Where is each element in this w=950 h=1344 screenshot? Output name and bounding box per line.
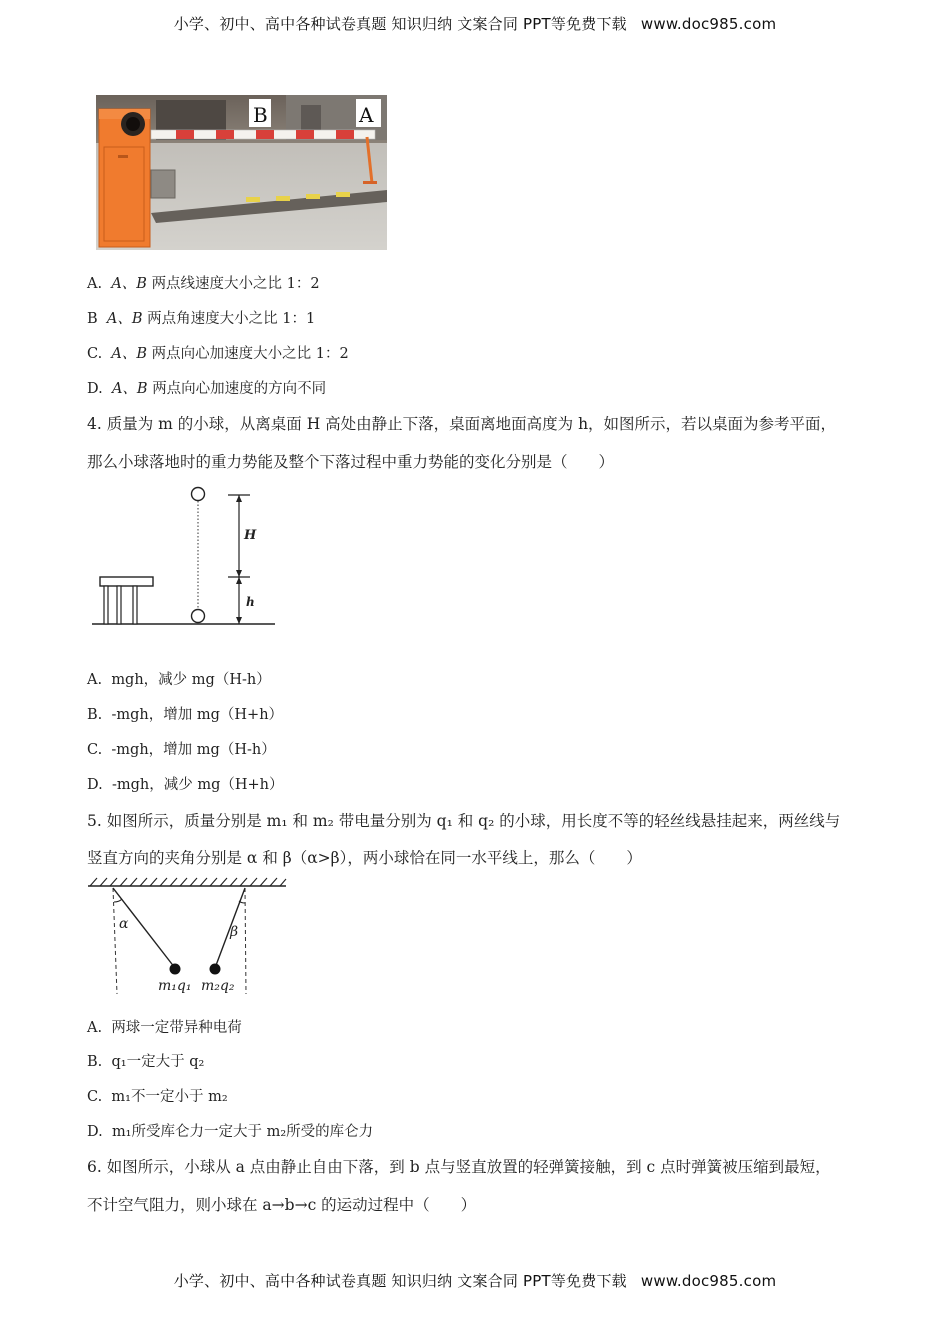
q3-option-b: B A、B 两点角速度大小之比 1：1 bbox=[87, 311, 316, 327]
footer-text: 小学、初中、高中各种试卷真题 知识归纳 文案合同 PPT等免费下载 bbox=[173, 1272, 627, 1290]
angle-beta: β bbox=[230, 924, 239, 940]
falling-ball-figure bbox=[90, 483, 280, 633]
label-a: A bbox=[359, 103, 374, 127]
label-m1q1: m₁q₁ bbox=[158, 978, 192, 994]
label-h: h bbox=[246, 595, 255, 609]
q3-option-c: C. A、B 两点向心加速度大小之比 1：2 bbox=[87, 346, 349, 362]
q5-stem-line2: 竖直方向的夹角分别是 α 和 β（α>β），两小球恰在同一水平线上，那么（ ） bbox=[87, 849, 642, 867]
q4-option-a: A. mgh，减少 mg（H-h） bbox=[87, 672, 271, 688]
q5-option-a: A. 两球一定带异种电荷 bbox=[87, 1020, 242, 1036]
page-header bbox=[0, 13, 950, 34]
q3-option-a: A. A、B 两点线速度大小之比 1：2 bbox=[87, 276, 320, 292]
q6-stem-line1: 6. 如图所示，小球从 a 点由静止自由下落，到 b 点与竖直放置的轻弹簧接触，到 c 点时弹簧被压缩到最短， bbox=[87, 1158, 831, 1176]
angle-alpha: α bbox=[119, 916, 129, 932]
header-site: www.doc985.com bbox=[640, 15, 777, 33]
q5-option-b: B. q₁一定大于 q₂ bbox=[87, 1054, 205, 1070]
label-m2q2: m₂q₂ bbox=[201, 978, 235, 994]
q4-stem-line2: 那么小球落地时的重力势能及整个下落过程中重力势能的变化分别是（ ） bbox=[87, 453, 615, 471]
label-b: B bbox=[253, 103, 268, 127]
label-H: H bbox=[244, 528, 257, 543]
hanging-charges-figure bbox=[86, 876, 288, 998]
q5-stem-line1: 5. 如图所示，质量分别是 m₁ 和 m₂ 带电量分别为 q₁ 和 q₂ 的小球，用长度不等的轻丝线悬挂起来，两丝线与 bbox=[87, 812, 841, 830]
q4-stem-line1: 4. 质量为 m 的小球，从离桌面 H 高处由静止下落，桌面离地面高度为 h，如图所示，若以桌面为参考平面， bbox=[87, 415, 837, 433]
q4-option-d: D. -mgh，减少 mg（H+h） bbox=[87, 777, 284, 793]
q4-option-c: C. -mgh，增加 mg（H-h） bbox=[87, 742, 276, 758]
page-footer bbox=[0, 1270, 950, 1291]
q6-stem-line2: 不计空气阻力，则小球在 a→b→c 的运动过程中（ ） bbox=[87, 1196, 477, 1214]
q4-option-b: B. -mgh，增加 mg（H+h） bbox=[87, 707, 284, 723]
q5-option-d: D. m₁所受库仑力一定大于 m₂所受的库仑力 bbox=[87, 1124, 374, 1140]
q5-option-c: C. m₁不一定小于 m₂ bbox=[87, 1089, 228, 1105]
footer-site: www.doc985.com bbox=[640, 1272, 777, 1290]
header-text: 小学、初中、高中各种试卷真题 知识归纳 文案合同 PPT等免费下载 bbox=[173, 15, 627, 33]
barrier-gate-figure bbox=[96, 95, 387, 250]
q3-option-d: D. A、B 两点向心加速度的方向不同 bbox=[87, 381, 327, 397]
